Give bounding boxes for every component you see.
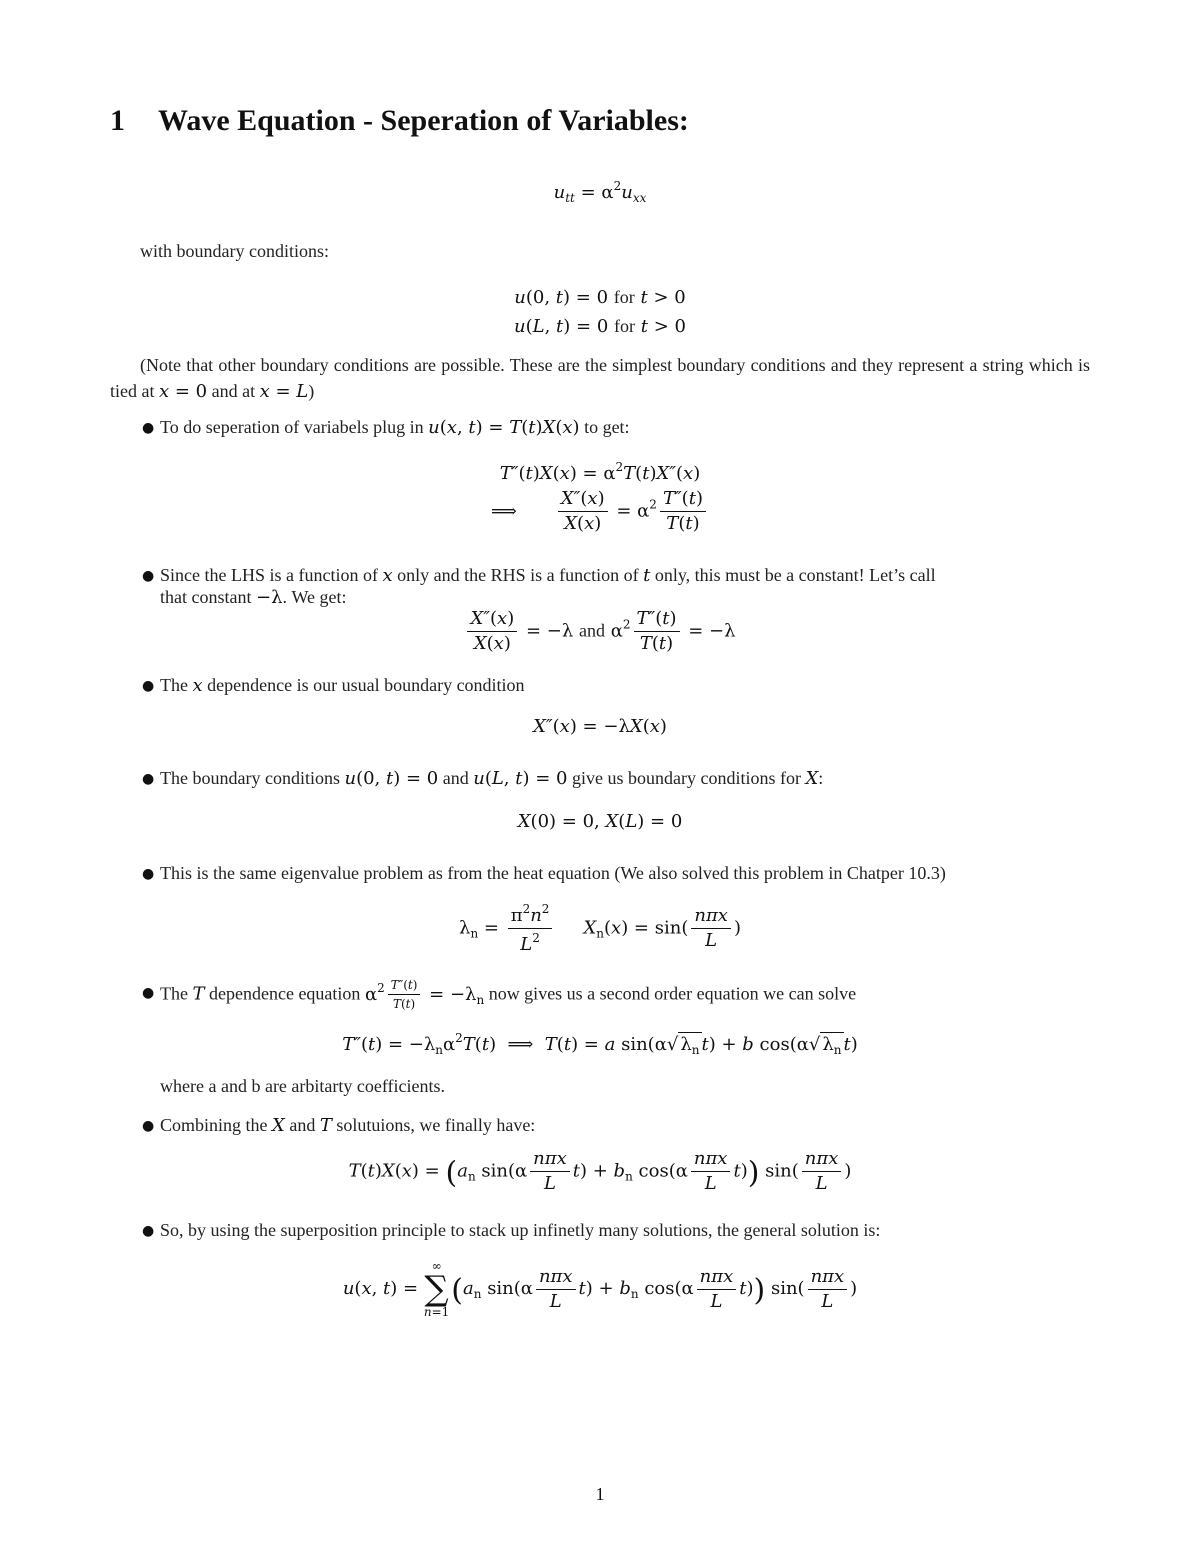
equation-bc-right: u(L, t) = 0 for t > 0	[514, 316, 686, 337]
boundary-intro-text: with boundary conditions:	[140, 241, 329, 261]
bullet-marker: ●	[142, 985, 155, 1001]
bullet-marker: ●	[142, 678, 155, 694]
equation-eigen: $\lambda_n$ = $\frac{\pi^2n^2}{L^2}$ $X_n(x) = \sin$( $\frac{\text{nπx}}{L}$ )	[459, 902, 741, 955]
word-for: for	[613, 287, 635, 307]
equation-t-solution: $T''(t) = -\lambda_n\alpha^2T(t)$ ⟹ T(t) = a sin(α√ $\lambda_n$ t) + b cos(α√ $\lambda_n$ t)	[342, 1031, 858, 1057]
bullet-6-text: The T dependence equation $\alpha^2$ $\frac{T''(t)}{T(t)}$ = $-\lambda_n$ now gives us a second order equation we can solve	[160, 978, 857, 1011]
bullet-marker: ●	[142, 420, 155, 436]
equation-general-solution: u(x, t) = ∞ ∑ n=1 ($a_n$ sin(α $\frac{\text{nπx}}{L}$ $t) + b_n$ cos(α $\frac{\text{nπx}}{L}$ t)) sin( $\frac{\text{nπx}}{L}$ )	[342, 1259, 858, 1319]
note-paragraph: (Note that other boundary conditions are possible. These are the simplest boundary conditions and they represent a string which is tied at x = 0 and at x = L)	[110, 355, 1090, 402]
bullet-marker: ●	[142, 1223, 155, 1239]
bullet-4-text: The boundary conditions u(0, t) = 0 and u(L, t) = 0 give us boundary conditions for X:	[160, 768, 824, 789]
equation-wave: $u_{tt} = \alpha^2u_{xx}$	[553, 179, 647, 205]
bullet-7-text: Combining the X and T solutuions, we finally have:	[160, 1115, 536, 1136]
bullet-2-text-line2: that constant −λ. We get:	[160, 587, 347, 608]
section-title: Wave Equation - Seperation of Variables:	[158, 104, 689, 137]
coefficients-text: where a and b are arbitarty coefficients.	[160, 1076, 446, 1096]
equation-separated: $T''(t)X(x) = \alpha^2T(t)X''(x)$	[499, 460, 701, 484]
equation-bc-left: u(0, t) = 0 for t > 0	[514, 287, 686, 308]
word-and: and	[578, 620, 605, 641]
equation-x-ode: X″(x) = −λX(x)	[533, 716, 667, 737]
section-heading	[110, 104, 689, 138]
equation-ratio: ⟹ $\frac{X''(x)}{X(x)}$ = $\alpha^2$ $\frac{T''(t)}{T(t)}$	[0, 490, 1200, 533]
bullet-marker: ●	[142, 1118, 155, 1134]
bullet-3-text: The x dependence is our usual boundary condition	[160, 675, 525, 696]
bullet-1-text: To do seperation of variabels plug in u(x, t) = T(t)X(x) to get:	[160, 417, 630, 438]
word-for: for	[614, 316, 636, 336]
bullet-2-text-line1: Since the LHS is a function of x only and the RHS is a function of t only, this must be a constant! Let’s call	[160, 565, 936, 586]
bullet-8-text: So, by using the superposition principle to stack up infinetly many solutions, the general solution is:	[160, 1220, 881, 1240]
note-prefix: (Note that other boundary conditions are possible. These are the simplest boundary conditions and they represent a string which is tied at	[110, 355, 1090, 401]
equation-x-bc: X(0) = 0, X(L) = 0	[517, 811, 683, 832]
bullet-5-text: This is the same eigenvalue problem as from the heat equation (We also solved this problem in Chatper 10.3)	[160, 863, 946, 883]
equation-product-solution: $T(t)X(x) = (a_n$ sin(α $\frac{\text{nπx}}{L}$ $t) + b_n$ cos(α $\frac{\text{nπx}}{L}$ t)) sin( $\frac{\text{nπx}}{L}$ )	[348, 1148, 852, 1194]
bullet-marker: ●	[142, 866, 155, 882]
equation-lambda: $\frac{X''(x)}{X(x)}$ = −λ and $\alpha^2$ $\frac{T''(t)}{T(t)}$ = −λ	[0, 610, 1200, 653]
note-suffix: )	[308, 381, 315, 401]
bullet-marker: ●	[142, 771, 155, 787]
section-number: 1	[110, 104, 125, 137]
note-and: and at	[207, 381, 260, 401]
bullet-marker: ●	[142, 568, 155, 584]
page-number: 1	[595, 1484, 605, 1504]
